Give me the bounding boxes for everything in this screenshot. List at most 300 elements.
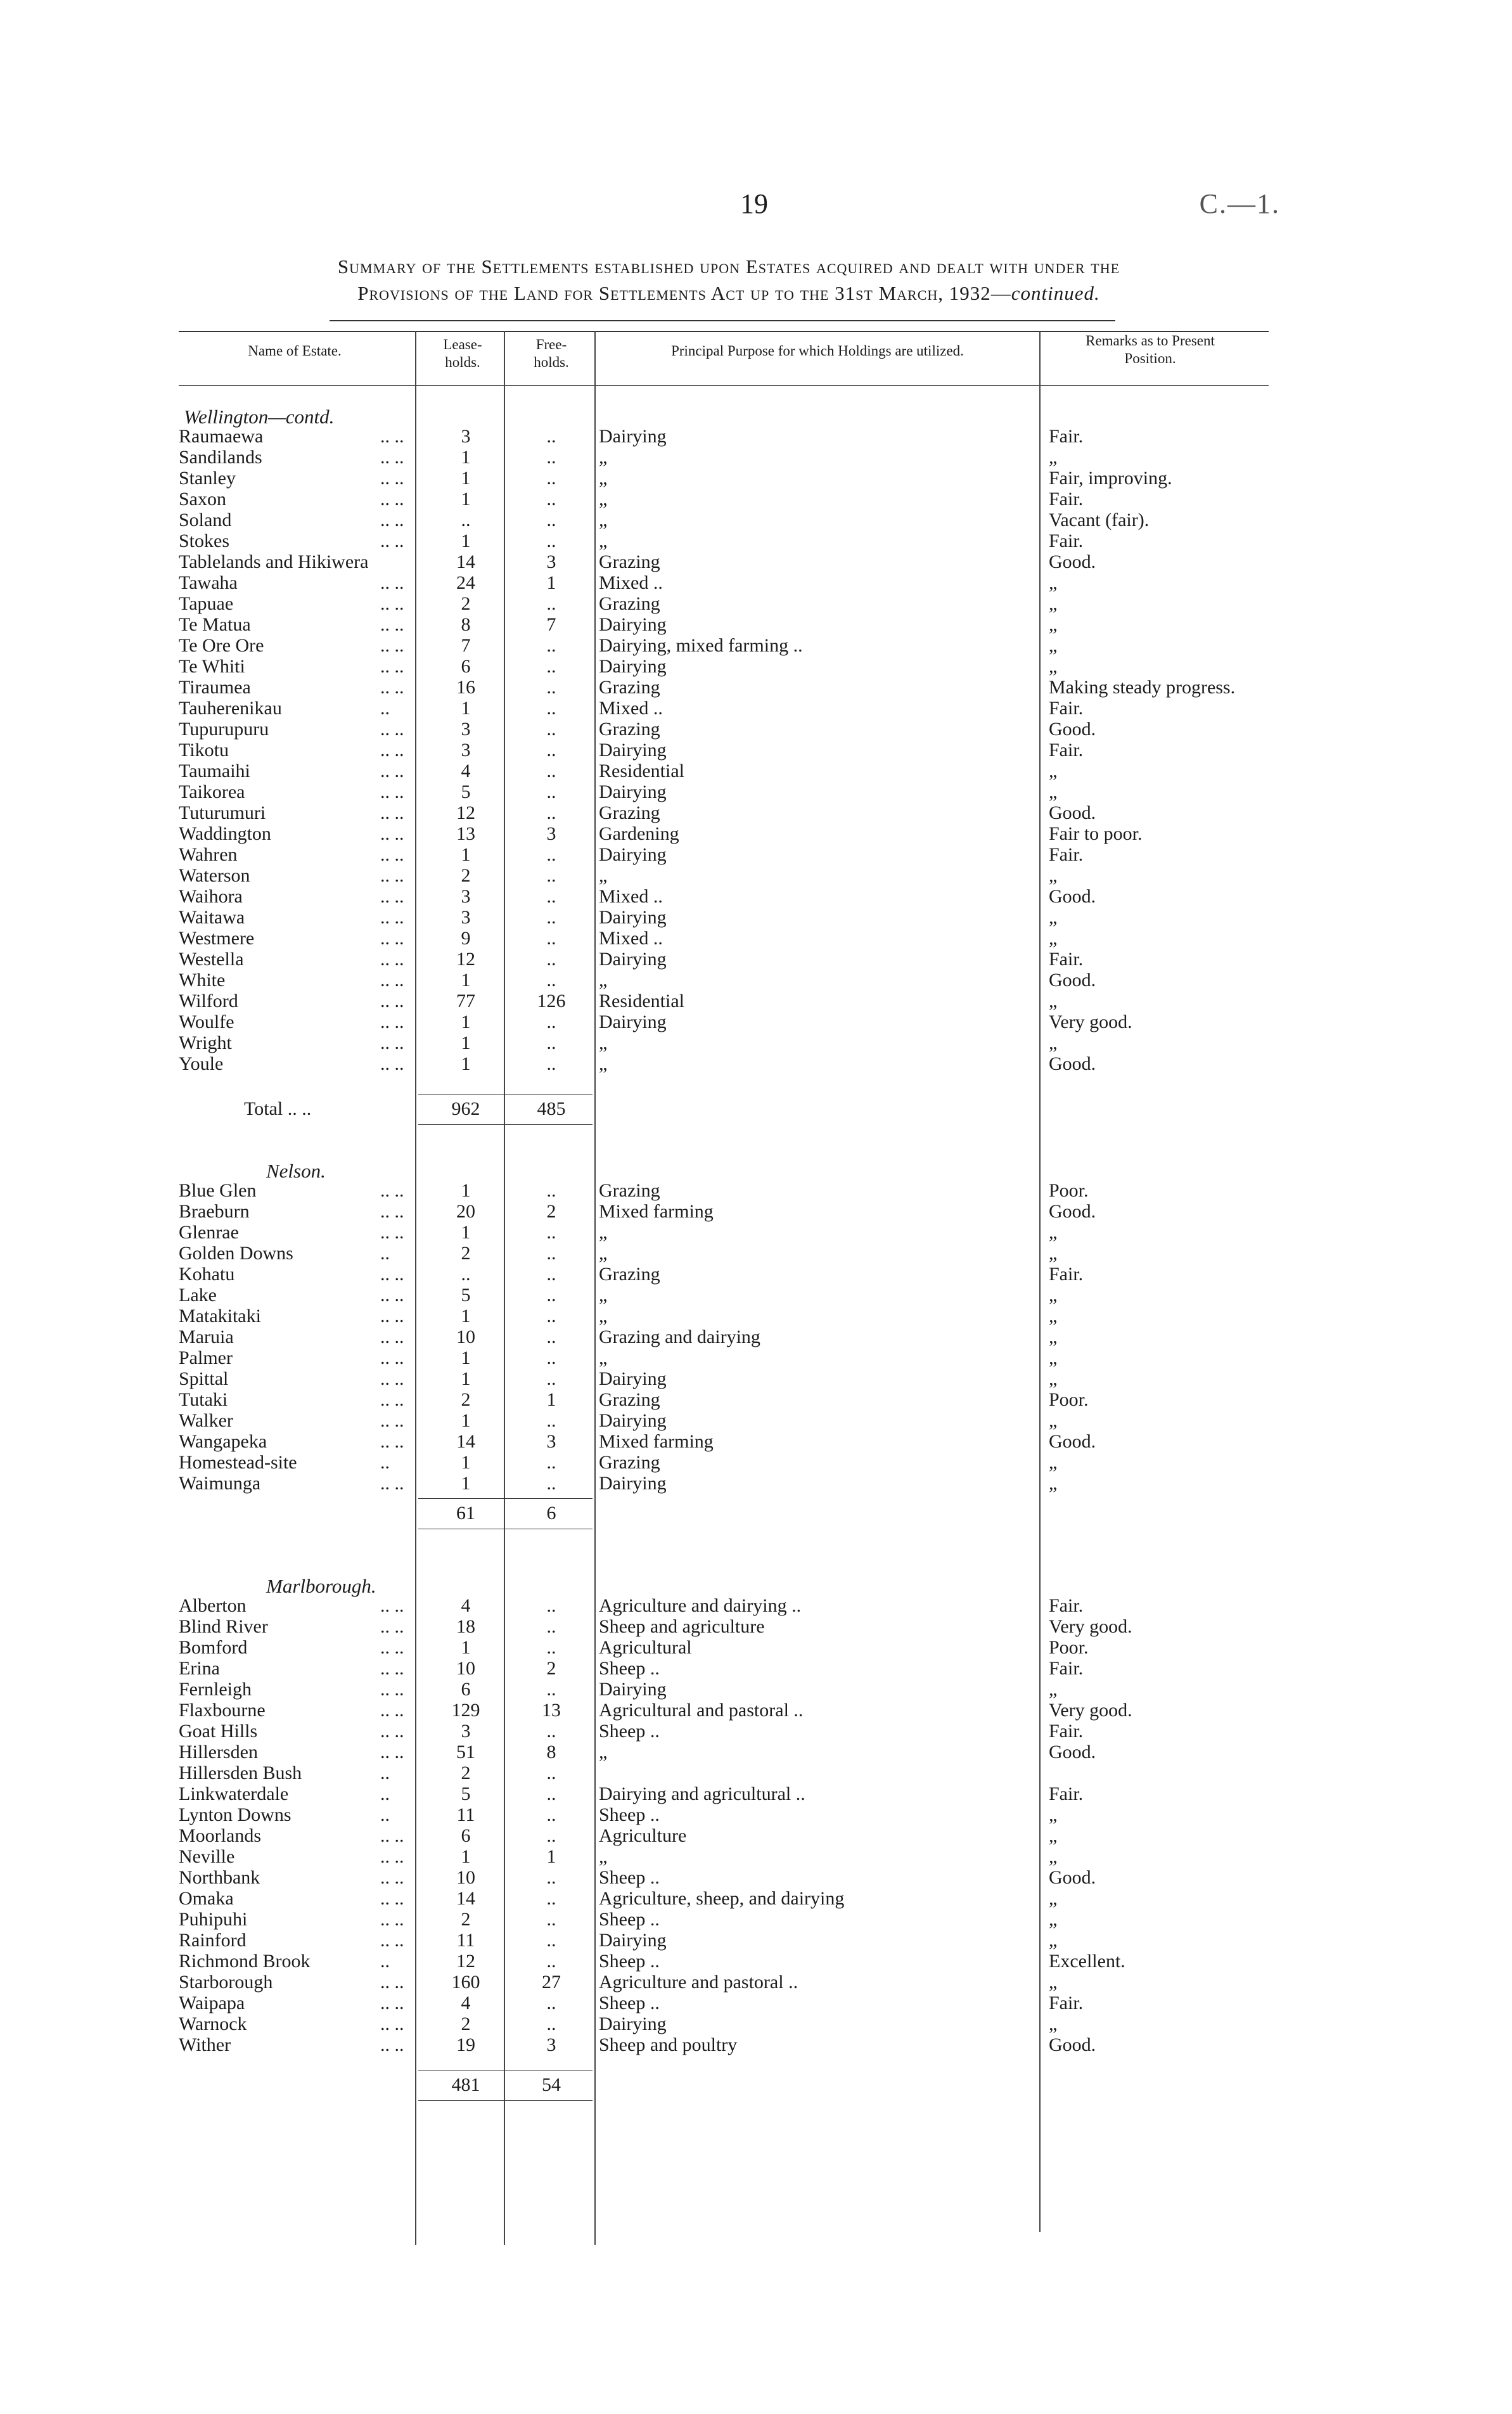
principal-purpose: Sheep .. (599, 1867, 660, 1888)
estate-leader: .. (380, 698, 390, 719)
remark: „ (1049, 572, 1058, 593)
leaseholds-count: 12 (456, 1951, 475, 1972)
section-title: Nelson. (266, 1160, 326, 1182)
leaseholds-count: 3 (461, 886, 471, 907)
leaseholds-count: 2 (461, 1243, 471, 1264)
freeholds-count: 8 (546, 1742, 556, 1762)
freeholds-count: 2 (546, 1658, 556, 1679)
table-row (0, 1637, 1512, 1658)
estate-leader: .. (380, 1452, 390, 1473)
principal-purpose: „ (599, 1347, 608, 1368)
leaseholds-total: 962 (451, 1098, 480, 1119)
leaseholds-count: 10 (456, 1326, 475, 1347)
estate-name: Tapuae (179, 593, 234, 614)
estate-name: Westmere (179, 928, 255, 949)
table-row (0, 1783, 1512, 1804)
table-row (0, 635, 1512, 656)
principal-purpose: Grazing and dairying (599, 1326, 760, 1347)
leaseholds-count: 11 (456, 1804, 475, 1825)
estate-leader: .. .. (380, 1595, 404, 1616)
remark: Vacant (fair). (1049, 510, 1150, 530)
remark: „ (1049, 781, 1058, 802)
total-rule-top (418, 1094, 593, 1095)
leaseholds-count: 2 (461, 593, 471, 614)
table-row (0, 907, 1512, 928)
header-purpose: Principal Purpose for which Holdings are utilized. (671, 343, 964, 359)
leaseholds-count: 24 (456, 572, 475, 593)
leaseholds-count: 1 (461, 1180, 471, 1201)
table-row (0, 1867, 1512, 1888)
remark: Fair. (1049, 489, 1084, 510)
total-rule-top (418, 2070, 593, 2071)
estate-name: Warnock (179, 2013, 247, 2034)
remark: Very good. (1049, 1011, 1132, 1032)
freeholds-count: .. (546, 1053, 556, 1074)
principal-purpose: Sheep .. (599, 1804, 660, 1825)
freeholds-count: .. (546, 970, 556, 991)
total-row (0, 1096, 1512, 1122)
remark: „ (1049, 1825, 1058, 1846)
estate-name: Saxon (179, 489, 226, 510)
freeholds-count: 1 (546, 1846, 556, 1867)
principal-purpose: „ (599, 510, 608, 530)
table-row (0, 551, 1512, 572)
remark: Good. (1049, 1053, 1096, 1074)
freeholds-count: 3 (546, 1431, 556, 1452)
remark: Fair. (1049, 844, 1084, 865)
table-row (0, 447, 1512, 468)
estate-leader: .. .. (380, 949, 404, 970)
remark: Good. (1049, 1742, 1096, 1762)
estate-leader: .. .. (380, 928, 404, 949)
remark: Good. (1049, 719, 1096, 740)
estate-name: Waddington (179, 823, 271, 844)
table-row (0, 1285, 1512, 1306)
principal-purpose: Dairying (599, 1410, 667, 1431)
leaseholds-count: 11 (456, 1930, 475, 1951)
estate-leader: .. .. (380, 447, 404, 468)
estate-leader: .. .. (380, 1011, 404, 1032)
remark: Good. (1049, 802, 1096, 823)
remark: Making steady progress. (1049, 677, 1236, 698)
estate-name: Raumaewa (179, 426, 264, 447)
estate-leader: .. .. (380, 991, 404, 1011)
remark: „ (1049, 761, 1058, 781)
header-freeholds: Free- holds. (534, 337, 569, 370)
leaseholds-count: 16 (456, 677, 475, 698)
estate-name: Northbank (179, 1867, 260, 1888)
freeholds-count: .. (546, 1637, 556, 1658)
principal-purpose: „ (599, 1846, 608, 1867)
freeholds-count: 1 (546, 1389, 556, 1410)
estate-name: White (179, 970, 226, 991)
freeholds-count: .. (546, 1326, 556, 1347)
table-row (0, 1243, 1512, 1264)
table-row (0, 1951, 1512, 1972)
estate-leader: .. .. (380, 970, 404, 991)
remark: Fair. (1049, 740, 1084, 761)
estate-leader: .. .. (380, 781, 404, 802)
leaseholds-count: 10 (456, 1867, 475, 1888)
leaseholds-count: 4 (461, 1595, 471, 1616)
leaseholds-count: 6 (461, 656, 471, 677)
freeholds-total: 54 (542, 2074, 561, 2095)
estate-name: Starborough (179, 1972, 273, 1993)
principal-purpose: Sheep .. (599, 1658, 660, 1679)
leaseholds-count: 1 (461, 1306, 471, 1326)
freeholds-count: .. (546, 1993, 556, 2013)
remark: „ (1049, 907, 1058, 928)
table-row (0, 1368, 1512, 1389)
estate-name: Tauherenikau (179, 698, 282, 719)
table-row (0, 468, 1512, 489)
principal-purpose: „ (599, 1742, 608, 1762)
leaseholds-count: 3 (461, 740, 471, 761)
remark: „ (1049, 1804, 1058, 1825)
estate-leader: .. .. (380, 1410, 404, 1431)
remark: „ (1049, 593, 1058, 614)
estate-name: Westella (179, 949, 244, 970)
estate-leader: .. .. (380, 530, 404, 551)
leaseholds-count: 19 (456, 2034, 475, 2055)
estate-leader: .. .. (380, 426, 404, 447)
estate-name: Fernleigh (179, 1679, 252, 1700)
estate-leader: .. .. (380, 1326, 404, 1347)
remark: Excellent. (1049, 1951, 1125, 1972)
remark: „ (1049, 1452, 1058, 1473)
table-row (0, 1347, 1512, 1368)
principal-purpose: Grazing (599, 593, 660, 614)
estate-name: Woulfe (179, 1011, 234, 1032)
estate-name: Tikotu (179, 740, 229, 761)
leaseholds-count: 1 (461, 530, 471, 551)
principal-purpose: Sheep .. (599, 1993, 660, 2013)
estate-leader: .. .. (380, 1825, 404, 1846)
estate-name: Alberton (179, 1595, 247, 1616)
principal-purpose: Agricultural and pastoral .. (599, 1700, 804, 1721)
remark: „ (1049, 2013, 1058, 2034)
total-row (0, 1501, 1512, 1526)
estate-leader: .. .. (380, 572, 404, 593)
estate-leader: .. .. (380, 823, 404, 844)
leaseholds-count: 7 (461, 635, 471, 656)
leaseholds-count: 20 (456, 1201, 475, 1222)
total-rule-bottom (418, 2100, 593, 2101)
estate-name: Homestead-site (179, 1452, 297, 1473)
remark: Very good. (1049, 1616, 1132, 1637)
table-row (0, 719, 1512, 740)
remark: Very good. (1049, 1700, 1132, 1721)
leaseholds-count: 14 (456, 1888, 475, 1909)
principal-purpose: Agriculture, sheep, and dairying (599, 1888, 845, 1909)
header-name: Name of Estate. (248, 343, 342, 359)
estate-leader: .. .. (380, 1742, 404, 1762)
estate-leader: .. .. (380, 1473, 404, 1494)
estate-leader: .. .. (380, 1972, 404, 1993)
freeholds-count: .. (546, 1616, 556, 1637)
table-row (0, 1616, 1512, 1637)
leaseholds-count: 51 (456, 1742, 475, 1762)
estate-leader: .. .. (380, 2034, 404, 2055)
table-row (0, 1909, 1512, 1930)
leaseholds-count: 2 (461, 1762, 471, 1783)
estate-leader: .. .. (380, 844, 404, 865)
principal-purpose: Sheep and poultry (599, 2034, 738, 2055)
estate-name: Braeburn (179, 1201, 250, 1222)
estate-leader: .. .. (380, 1285, 404, 1306)
leaseholds-count: 1 (461, 1053, 471, 1074)
estate-leader: .. .. (380, 1368, 404, 1389)
estate-leader: .. .. (380, 761, 404, 781)
freeholds-count: .. (546, 656, 556, 677)
estate-leader: .. .. (380, 886, 404, 907)
freeholds-count: .. (546, 1264, 556, 1285)
leaseholds-count: 12 (456, 949, 475, 970)
principal-purpose: Dairying (599, 1473, 667, 1494)
remark: Fair. (1049, 1658, 1084, 1679)
remark: Good. (1049, 886, 1096, 907)
leaseholds-count: 3 (461, 426, 471, 447)
estate-name: Waipapa (179, 1993, 245, 2013)
table-row (0, 2013, 1512, 2034)
remark: Good. (1049, 2034, 1096, 2055)
estate-name: Moorlands (179, 1825, 261, 1846)
remark: „ (1049, 1679, 1058, 1700)
table-row (0, 1762, 1512, 1783)
principal-purpose: „ (599, 530, 608, 551)
estate-leader: .. .. (380, 1658, 404, 1679)
estate-name: Soland (179, 510, 232, 530)
section-title: Wellington—contd. (184, 406, 335, 428)
table-row (0, 530, 1512, 551)
estate-leader: .. .. (380, 489, 404, 510)
estate-leader: .. .. (380, 1993, 404, 2013)
freeholds-count: .. (546, 1762, 556, 1783)
leaseholds-count: 3 (461, 907, 471, 928)
leaseholds-count: 4 (461, 1993, 471, 2013)
freeholds-count: 126 (537, 991, 566, 1011)
freeholds-count: .. (546, 1306, 556, 1326)
freeholds-count: .. (546, 1783, 556, 1804)
principal-purpose: Grazing (599, 551, 660, 572)
estate-name: Te Matua (179, 614, 251, 635)
freeholds-count: .. (546, 1032, 556, 1053)
remark: Fair. (1049, 698, 1084, 719)
remark: „ (1049, 1473, 1058, 1494)
table-row (0, 1972, 1512, 1993)
table-row (0, 2034, 1512, 2055)
leaseholds-count: 1 (461, 1347, 471, 1368)
leaseholds-count: 2 (461, 2013, 471, 2034)
title-underline (330, 320, 1115, 321)
remark: „ (1049, 1930, 1058, 1951)
estate-name: Richmond Brook (179, 1951, 311, 1972)
principal-purpose: Dairying (599, 2013, 667, 2034)
table-row (0, 970, 1512, 991)
freeholds-count: .. (546, 1888, 556, 1909)
freeholds-count: .. (546, 1347, 556, 1368)
estate-name: Blind River (179, 1616, 268, 1637)
principal-purpose: Dairying (599, 1930, 667, 1951)
estate-leader: .. (380, 1243, 390, 1264)
estate-name: Bomford (179, 1637, 248, 1658)
freeholds-count: .. (546, 865, 556, 886)
page-number: 19 (740, 188, 768, 219)
leaseholds-count: 5 (461, 781, 471, 802)
table-row (0, 1431, 1512, 1452)
table-row (0, 1032, 1512, 1053)
estate-name: Wilford (179, 991, 238, 1011)
remark: „ (1049, 1347, 1058, 1368)
estate-name: Blue Glen (179, 1180, 257, 1201)
freeholds-count: .. (546, 1804, 556, 1825)
principal-purpose: „ (599, 447, 608, 468)
estate-leader: .. .. (380, 510, 404, 530)
leaseholds-count: 1 (461, 1410, 471, 1431)
freeholds-count: .. (546, 1951, 556, 1972)
principal-purpose: „ (599, 1032, 608, 1053)
principal-purpose: Residential (599, 761, 684, 781)
estate-leader: .. .. (380, 1867, 404, 1888)
estate-leader: .. .. (380, 1721, 404, 1742)
remark: Good. (1049, 1431, 1096, 1452)
table-row (0, 1264, 1512, 1285)
table-row (0, 656, 1512, 677)
principal-purpose: Grazing (599, 677, 660, 698)
estate-name: Lynton Downs (179, 1804, 292, 1825)
remark: Fair. (1049, 949, 1084, 970)
table-row (0, 886, 1512, 907)
title-line-2: Provisions of the Land for Settlements Act up to the 31st March, 1932—continued. (357, 282, 1100, 304)
estate-name: Tablelands and Hikiwera (179, 551, 369, 572)
table-row (0, 1658, 1512, 1679)
total-row (0, 2072, 1512, 2098)
freeholds-count: .. (546, 593, 556, 614)
remark: „ (1049, 656, 1058, 677)
principal-purpose: Dairying (599, 907, 667, 928)
freeholds-count: .. (546, 468, 556, 489)
estate-name: Neville (179, 1846, 235, 1867)
estate-name: Glenrae (179, 1222, 239, 1243)
freeholds-count: .. (546, 1473, 556, 1494)
remark: „ (1049, 1368, 1058, 1389)
estate-name: Linkwaterdale (179, 1783, 289, 1804)
remark: Good. (1049, 1867, 1096, 1888)
principal-purpose: Grazing (599, 1264, 660, 1285)
freeholds-count: .. (546, 1930, 556, 1951)
table-row (0, 781, 1512, 802)
freeholds-total: 485 (537, 1098, 566, 1119)
remark: Fair. (1049, 1993, 1084, 2013)
principal-purpose: Dairying (599, 844, 667, 865)
freeholds-count: .. (546, 907, 556, 928)
estate-leader: .. .. (380, 1888, 404, 1909)
principal-purpose: Dairying (599, 949, 667, 970)
freeholds-count: 1 (546, 572, 556, 593)
freeholds-count: .. (546, 781, 556, 802)
estate-name: Te Ore Ore (179, 635, 264, 656)
leaseholds-count: 1 (461, 698, 471, 719)
leaseholds-count: 14 (456, 1431, 475, 1452)
leaseholds-count: 1 (461, 844, 471, 865)
principal-purpose: Sheep .. (599, 1951, 660, 1972)
estate-leader: .. .. (380, 468, 404, 489)
remark: „ (1049, 1410, 1058, 1431)
estate-leader: .. .. (380, 2013, 404, 2034)
table-row (0, 991, 1512, 1011)
leaseholds-count: 1 (461, 1368, 471, 1389)
principal-purpose: Residential (599, 991, 684, 1011)
table-row (0, 698, 1512, 719)
estate-leader: .. .. (380, 1264, 404, 1285)
estate-name: Stokes (179, 530, 230, 551)
estate-leader: .. .. (380, 677, 404, 698)
estate-leader: .. .. (380, 593, 404, 614)
estate-leader: .. .. (380, 907, 404, 928)
remark: „ (1049, 1326, 1058, 1347)
table-row (0, 1222, 1512, 1243)
freeholds-count: 27 (542, 1972, 561, 1993)
estate-leader: .. .. (380, 614, 404, 635)
principal-purpose: Dairying, mixed farming .. (599, 635, 803, 656)
estate-name: Waterson (179, 865, 250, 886)
estate-name: Taumaihi (179, 761, 250, 781)
estate-leader: .. .. (380, 740, 404, 761)
estate-leader: .. .. (380, 1846, 404, 1867)
leaseholds-count: 5 (461, 1783, 471, 1804)
freeholds-count: .. (546, 635, 556, 656)
leaseholds-count: 1 (461, 1473, 471, 1494)
estate-leader: .. .. (380, 1180, 404, 1201)
principal-purpose: „ (599, 865, 608, 886)
estate-name: Matakitaki (179, 1306, 261, 1326)
header-remarks: Remarks as to Present Position. (1086, 333, 1215, 366)
estate-name: Puhipuhi (179, 1909, 248, 1930)
principal-purpose: Grazing (599, 1180, 660, 1201)
table-row (0, 865, 1512, 886)
estate-leader: .. .. (380, 719, 404, 740)
principal-purpose: Grazing (599, 1452, 660, 1473)
remark: „ (1049, 1222, 1058, 1243)
principal-purpose: Gardening (599, 823, 679, 844)
freeholds-count: .. (546, 1243, 556, 1264)
page-title (158, 254, 1299, 307)
freeholds-total: 6 (546, 1503, 556, 1524)
principal-purpose: Sheep .. (599, 1721, 660, 1742)
table-row (0, 1846, 1512, 1867)
principal-purpose: „ (599, 1243, 608, 1264)
table-row (0, 1993, 1512, 2013)
table-row (0, 510, 1512, 530)
freeholds-count: .. (546, 1721, 556, 1742)
table-row (0, 761, 1512, 781)
estate-name: Tutaki (179, 1389, 228, 1410)
remark: „ (1049, 614, 1058, 635)
principal-purpose: Sheep .. (599, 1909, 660, 1930)
principal-purpose: Grazing (599, 719, 660, 740)
principal-purpose: „ (599, 1053, 608, 1074)
remark: „ (1049, 447, 1058, 468)
estate-leader: .. .. (380, 1679, 404, 1700)
leaseholds-count: 1 (461, 1452, 471, 1473)
estate-name: Wahren (179, 844, 238, 865)
table-row (0, 1326, 1512, 1347)
freeholds-count: .. (546, 740, 556, 761)
leaseholds-total: 61 (456, 1503, 475, 1524)
estate-name: Sandilands (179, 447, 262, 468)
estate-name: Lake (179, 1285, 217, 1306)
estate-name: Tuturumuri (179, 802, 266, 823)
